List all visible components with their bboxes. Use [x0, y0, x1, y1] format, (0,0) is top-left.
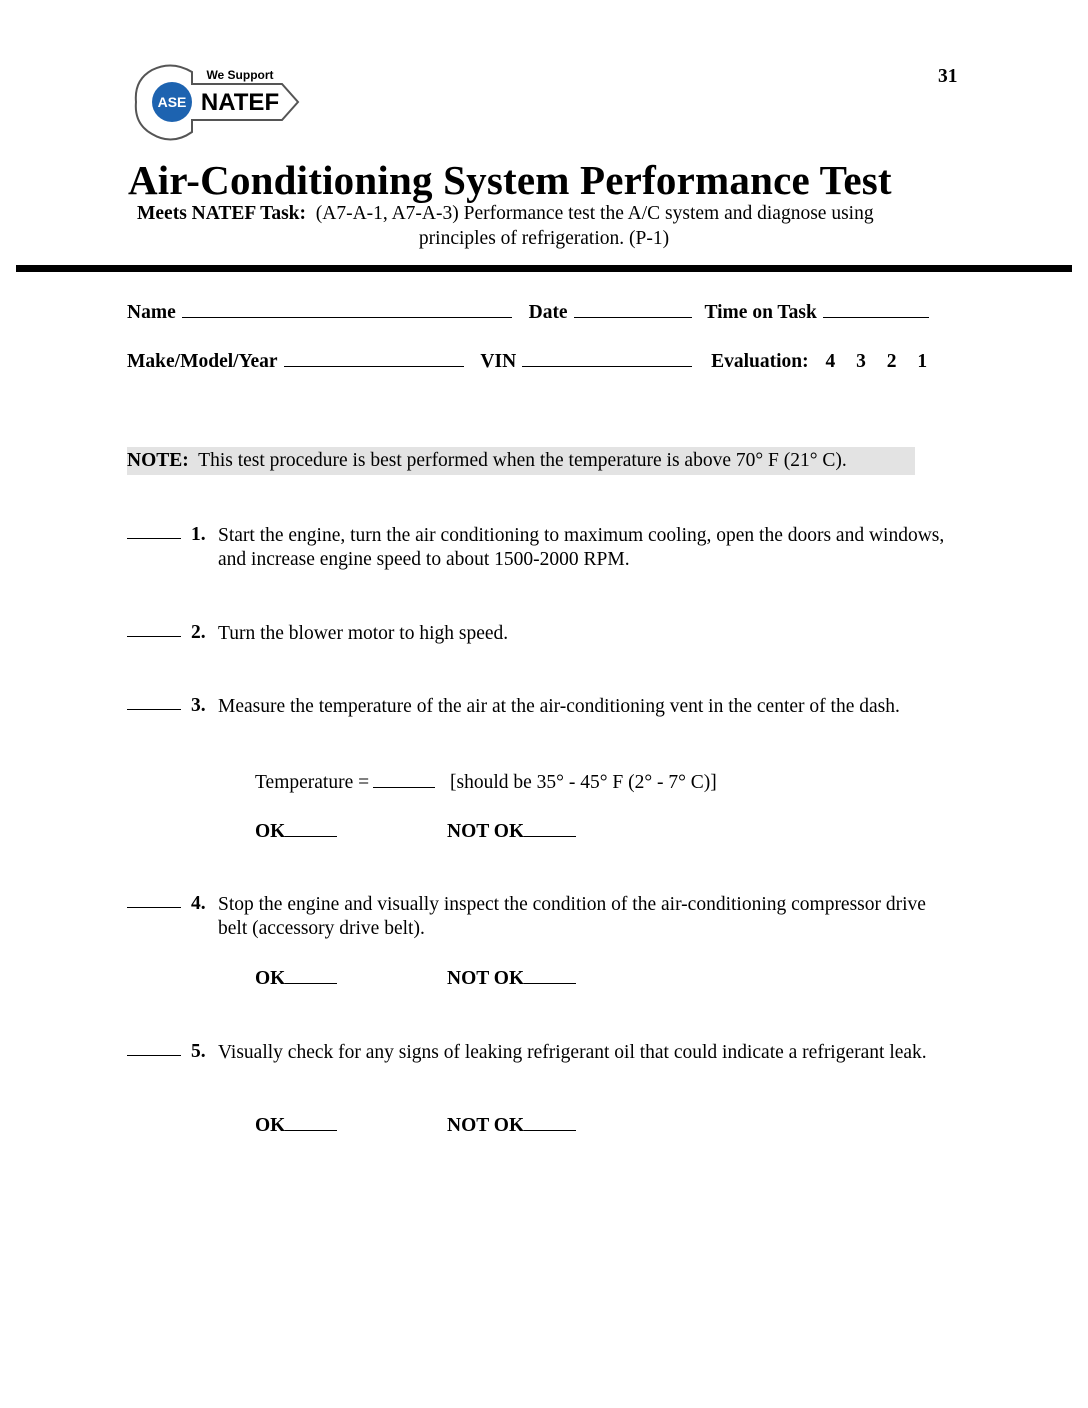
step-text: Measure the temperature of the air at the air-conditioning vent in the center of the dash.: [218, 696, 900, 717]
temperature-label: Temperature =: [255, 772, 370, 793]
step-checkbox-line[interactable]: [127, 1055, 181, 1056]
step-number: 2.: [191, 622, 206, 643]
natef-logo: [132, 62, 302, 144]
step-number: 1.: [191, 524, 206, 545]
not-ok-field[interactable]: [524, 1114, 576, 1131]
step-text: Start the engine, turn the air conditioning to maximum cooling, open the doors and windows, and increase engine speed to about 1500-2000 RPM.: [218, 525, 945, 570]
task-label: Meets NATEF Task:: [137, 203, 307, 224]
page-number: 31: [938, 66, 958, 87]
form-row-2: [127, 350, 927, 373]
step-5-ok: OK: [255, 1114, 337, 1137]
step-checkbox-line[interactable]: [127, 709, 181, 710]
step-checkbox-line[interactable]: [127, 636, 181, 637]
date-label: Date: [528, 302, 568, 323]
step-text: Turn the blower motor to high speed.: [218, 623, 509, 644]
name-label: Name: [127, 302, 176, 323]
ok-field[interactable]: [285, 967, 337, 984]
time-on-task-field[interactable]: [823, 301, 929, 318]
not-ok-field[interactable]: [524, 820, 576, 837]
make-model-year-field[interactable]: [284, 350, 464, 367]
vin-label: VIN: [480, 351, 517, 372]
note-label: NOTE:: [127, 450, 189, 471]
step-checkbox-line[interactable]: [127, 907, 181, 908]
vin-field[interactable]: [522, 350, 692, 367]
ok-field[interactable]: [285, 1114, 337, 1131]
date-field[interactable]: [574, 301, 692, 318]
step-number: 3.: [191, 695, 206, 716]
step-5-not-ok: NOT OK: [447, 1114, 576, 1137]
step-number: 5.: [191, 1041, 206, 1062]
step-3-not-ok: NOT OK: [447, 820, 576, 843]
note: [127, 447, 915, 475]
temperature-spec: [should be 35° - 45° F (2° - 7° C)]: [450, 772, 717, 793]
time-on-task-label: Time on Task: [704, 302, 817, 323]
task-text: (A7-A-1, A7-A-3) Performance test the A/C system and diagnose using: [315, 203, 874, 224]
step-text: Visually check for any signs of leaking refrigerant oil that could indicate a refrigerant leak.: [218, 1042, 927, 1063]
make-model-year-label: Make/Model/Year: [127, 351, 278, 372]
step-4-not-ok: NOT OK: [447, 967, 576, 990]
divider: [16, 265, 1072, 272]
step-3-ok: OK: [255, 820, 337, 843]
step-number: 4.: [191, 893, 206, 914]
score-4[interactable]: 4: [825, 351, 836, 372]
step-text: Stop the engine and visually inspect the condition of the air-conditioning compressor drive belt (accessory drive belt).: [218, 894, 926, 939]
svg-text:We Support: We Support: [206, 68, 274, 82]
evaluation-label: Evaluation:: [711, 351, 809, 372]
form-row-1: [127, 301, 929, 324]
step-4-ok: OK: [255, 967, 337, 990]
task-line-1: [137, 203, 874, 225]
note-text: This test procedure is best performed when the temperature is above 70° F (21° C).: [198, 450, 847, 471]
ok-field[interactable]: [285, 820, 337, 837]
page-title: Air-Conditioning System Performance Test: [128, 157, 892, 203]
step-checkbox-line[interactable]: [127, 538, 181, 539]
name-field[interactable]: [182, 301, 512, 318]
svg-text:NATEF: NATEF: [200, 89, 280, 116]
score-3[interactable]: 3: [856, 351, 866, 372]
task-line-2: principles of refrigeration. (P-1): [418, 228, 670, 249]
temperature-row: [255, 771, 717, 794]
not-ok-field[interactable]: [524, 967, 576, 984]
svg-text:ASE: ASE: [157, 94, 187, 110]
score-2[interactable]: 2: [886, 351, 897, 372]
temperature-field[interactable]: [373, 771, 435, 788]
score-1[interactable]: 1: [917, 351, 928, 372]
